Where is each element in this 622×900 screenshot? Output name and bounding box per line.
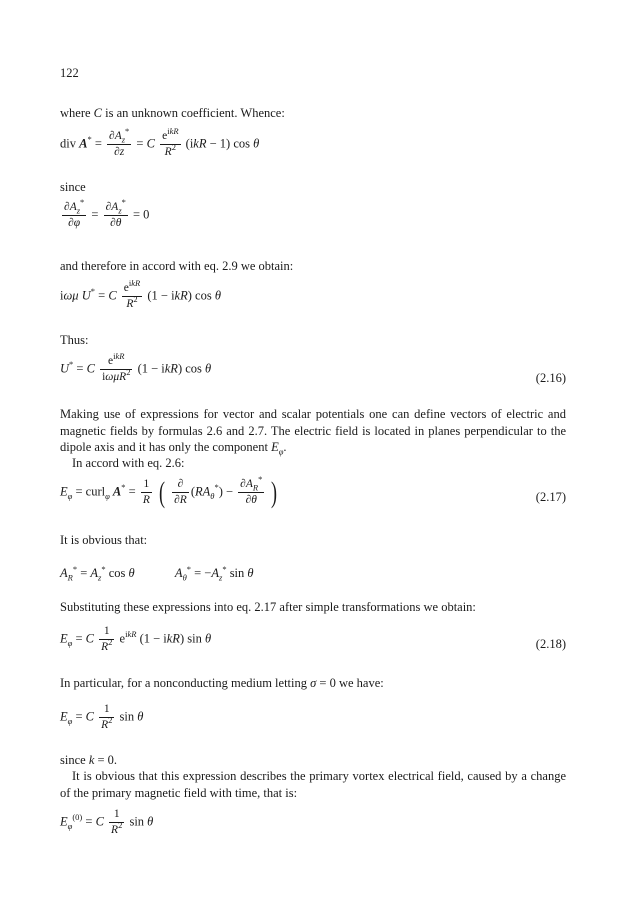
equation-e-phi-static: $E_\varphi = C$ $\frac{1}{R^2}$ sin θ	[60, 703, 144, 731]
equation-number-2-17: (2.17)	[535, 490, 566, 504]
therefore-text: and therefore in accord with eq. 2.9 we obtain:	[60, 259, 294, 273]
equation-2-18: $E_\varphi = C$ $\frac{1}{R^2}$ $e^{ikR}$ (1 − ikR) sin θ	[60, 625, 212, 653]
particular-text: In particular, for a nonconducting medium letting σ = 0 we have:	[60, 676, 384, 690]
substituting-text: Substituting these expressions into eq. 2.17 after simple transformations we obtain:	[60, 600, 476, 614]
since-k-text: since k = 0.	[60, 753, 118, 767]
equation-u-star-1: iωμ U* = C $\frac{e^{ikR}}{R^2}$ (1 − ikR) cos θ	[60, 278, 221, 310]
page-number: 122	[60, 66, 79, 80]
equation-div-a: div A* = $\frac{\partial A_z^*}{\partial z}$ = C $\frac{e^{ikR}}{R^2}$ (ikR − 1) cos θ	[60, 126, 260, 158]
obvious-text: It is obvious that:	[60, 533, 148, 547]
primary-field-paragraph: It is obvious that this expression describes the primary vortex electrical field, caused by a change of the primary magnetic field with time, that is:	[60, 769, 566, 800]
equation-number-2-18: (2.18)	[535, 637, 566, 651]
potentials-paragraph: Making use of expressions for vector and scalar potentials one can define vectors of electric and magnetic fields by formulas 2.6 and 2.7. The electric field is located in planes perpendicular to the dipole axis and it has only the component $E_\varphi$.	[60, 407, 566, 457]
thus-text: Thus:	[60, 333, 89, 347]
equation-e-phi-primary: $E_\varphi^{(0)} = C$ $\frac{1}{R^2}$ sin θ	[60, 808, 154, 836]
equation-number-2-16: (2.16)	[535, 371, 566, 385]
equation-partial-zero: $\frac{\partial A_z^*}{\partial\varphi}$ = $\frac{\partial A_z^*}{\partial\theta}$ = 0	[64, 197, 150, 229]
equation-2-17: $E_\varphi$ = curl$_\varphi$ A* = $\frac{1}{R}$ ( $\frac{\partial}{\partial R}$ $(RA_\theta^*)$ − $\frac{\partial A_R^*}{\partial\theta}$ )	[60, 474, 278, 509]
in-accord-text: In accord with eq. 2.6:	[72, 456, 185, 470]
equation-2-16: U* = C $\frac{e^{ikR}}{i\omega\mu R^2}$ (1 − ikR) cos θ	[60, 351, 212, 383]
intro-text: where C is an unknown coefficient. Whence:	[60, 106, 285, 120]
since-text: since	[60, 180, 86, 194]
equation-components: $A_R^* = A_z^*$ cos θ $A_\theta^* = -A_z^*$ sin θ	[60, 563, 254, 583]
